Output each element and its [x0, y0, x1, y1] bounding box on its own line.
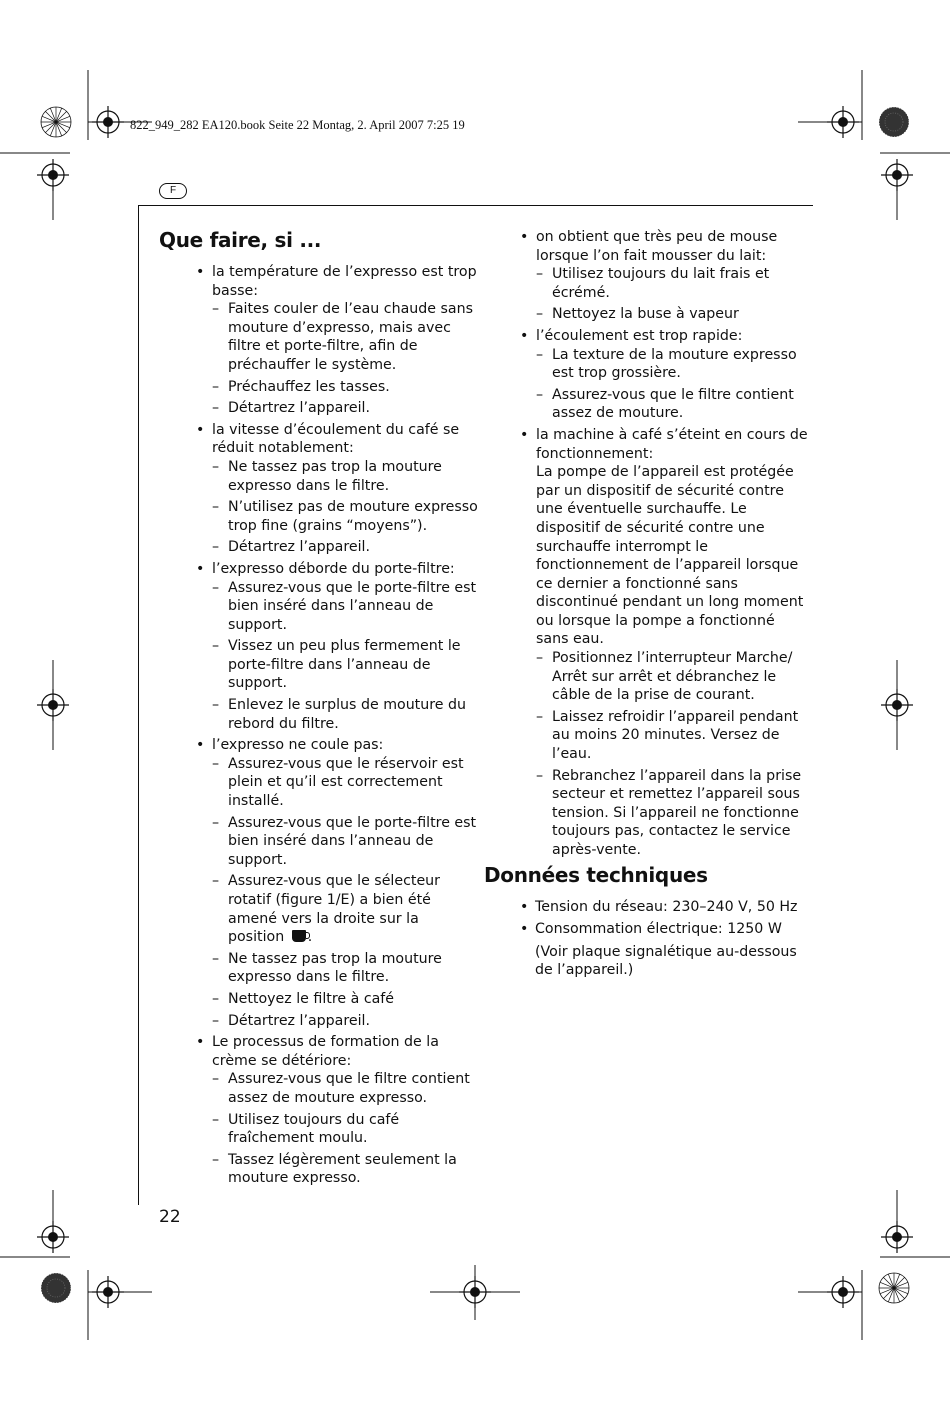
tech-item: • Tension du réseau: 230–240 V, 50 Hz — [484, 898, 809, 917]
remedy-item: – Assurez-vous que le porte-filtre est bien inséré dans l’anneau de support. — [212, 579, 479, 635]
list-item — [159, 263, 479, 418]
tech-list — [484, 898, 809, 939]
section-title: Que faire, si ... — [159, 228, 322, 252]
remedy-item: – Faites couler de l’eau chaude sans mouture d’expresso, mais avec filtre et porte-filtre, afin de préchauffer le système. — [212, 300, 479, 374]
remedy-item: – Assurez-vous que le filtre contient assez de mouture. — [536, 386, 809, 423]
tech-note: (Voir plaque signalétique au-dessous de l’appareil.) — [535, 943, 797, 979]
registration-mark-icon — [37, 689, 69, 721]
problem-text: l’expresso déborde du porte-filtre: — [212, 560, 455, 577]
remedy-item: – Assurez-vous que le réservoir est plein et qu’il est correctement installé. — [212, 755, 479, 811]
remedy-item: – Ne tassez pas trop la mouture expresso dans le filtre. — [212, 950, 479, 987]
problem-text: Le processus de formation de la crème se détériore: — [212, 1034, 439, 1069]
remedy-item: – Tassez légèrement seulement la mouture expresso. — [212, 1151, 479, 1188]
remedy-item: – La texture de la mouture expresso est trop grossière. — [536, 346, 809, 383]
list-item — [159, 1033, 479, 1188]
registration-mark-icon — [92, 1276, 124, 1308]
problem-text: la vitesse d’écoulement du café se réduit notablement: — [212, 421, 460, 457]
list-item — [159, 421, 479, 557]
problem-text: l’expresso ne coule pas: — [212, 737, 384, 754]
problem-text: l’écoulement est trop rapide: — [536, 327, 743, 344]
remedy-item: – N’utilisez pas de mouture expresso trop fine (grains “moyens”). — [212, 498, 479, 535]
star-target-icon — [41, 107, 71, 137]
list-item — [484, 327, 809, 423]
list-item — [159, 560, 479, 733]
remedy-text: Assurez-vous que le sélecteur rotatif (figure 1/E) a bien été amené vers la droite sur la position — [228, 873, 441, 946]
remedy-item: – Détartrez l’appareil. — [212, 1012, 479, 1031]
registration-mark-icon — [827, 106, 859, 138]
remedy-item: – Nettoyez le filtre à café — [212, 990, 479, 1009]
page-number: 22 — [159, 1207, 181, 1227]
cup-icon — [292, 930, 306, 942]
list-item — [484, 426, 809, 860]
left-column — [159, 228, 479, 1191]
remedy-item: – Utilisez toujours du café fraîchement moulu. — [212, 1111, 479, 1148]
header-rule — [138, 205, 813, 206]
remedy-item: – Détartrez l’appareil. — [212, 538, 479, 557]
right-column — [484, 228, 809, 980]
remedy-item: – Vissez un peu plus fermement le porte-filtre dans l’anneau de support. — [212, 637, 479, 693]
registration-mark-icon — [827, 1276, 859, 1308]
remedy-item: – Nettoyez la buse à vapeur — [536, 305, 809, 324]
registration-mark-icon — [881, 689, 913, 721]
registration-mark-icon — [92, 106, 124, 138]
remedy-item: – Positionnez l’interrupteur Marche/ Arrêt sur arrêt et débranchez le câble de la prise de courant. — [536, 649, 809, 705]
remedy-item: – Assurez-vous que le filtre contient assez de mouture expresso. — [212, 1070, 479, 1107]
registration-mark-icon — [881, 159, 913, 191]
tech-section-title: Données techniques — [484, 862, 708, 887]
remedy-item: – Enlevez le surplus de mouture du rebord du filtre. — [212, 696, 479, 733]
problem-text: on obtient que très peu de mouse lorsque l’on fait mousser du lait: — [536, 229, 778, 264]
remedy-item: – Rebranchez l’appareil dans la prise secteur et remettez l’appareil sous tension. Si l’appareil ne fonctionne toujours pas, contactez le service après-vente. — [536, 767, 809, 860]
print-header: 822_949_282 EA120.book Seite 22 Montag, 2. April 2007 7:25 19 — [130, 118, 465, 132]
remedy-item: – Laissez refroidir l’appareil pendant au moins 20 minutes. Versez de l’eau. — [536, 708, 809, 764]
remedy-item: – Utilisez toujours du lait frais et écrémé. — [536, 265, 809, 302]
star-target-icon — [41, 1273, 71, 1303]
star-target-icon — [879, 1273, 909, 1303]
problem-text: la machine à café s’éteint en cours de fonctionnement: — [536, 426, 808, 462]
problem-text: la température de l’expresso est trop basse: — [212, 264, 477, 299]
registration-mark-icon — [37, 159, 69, 191]
registration-mark-icon — [881, 1221, 913, 1253]
remedy-item: – Ne tassez pas trop la mouture expresso dans le filtre. — [212, 458, 479, 495]
list-item — [484, 228, 809, 324]
remedy-item: – Préchauffez les tasses. — [212, 378, 479, 397]
language-badge: F — [159, 183, 187, 199]
registration-mark-icon — [459, 1276, 491, 1308]
troubleshooting-list — [159, 263, 479, 1188]
list-item — [159, 736, 479, 1030]
registration-mark-icon — [37, 1221, 69, 1253]
margin-rule — [138, 205, 139, 1205]
explanation-paragraph: La pompe de l’appareil est protégée par un dispositif de sécurité contre une éventuelle surchauffe. Le dispositif de sécurité contre une surchauffe interrompt le fonctionnement de l’appareil lorsque ce dernier a fonctionné sans discontinué pendant un long moment ou lorsque la pompe a fonctionné sans eau. — [536, 464, 804, 648]
remedy-item: – Assurez-vous que le porte-filtre est bien inséré dans l’anneau de support. — [212, 814, 479, 870]
tech-item: • Consommation électrique: 1250 W — [484, 920, 809, 939]
remedy-item: – Détartrez l’appareil. — [212, 399, 479, 418]
troubleshooting-list — [484, 228, 809, 860]
star-target-icon — [879, 107, 909, 137]
remedy-item: – Assurez-vous que le sélecteur rotatif (figure 1/E) a bien été amené vers la droite sur la position . — [212, 872, 479, 946]
